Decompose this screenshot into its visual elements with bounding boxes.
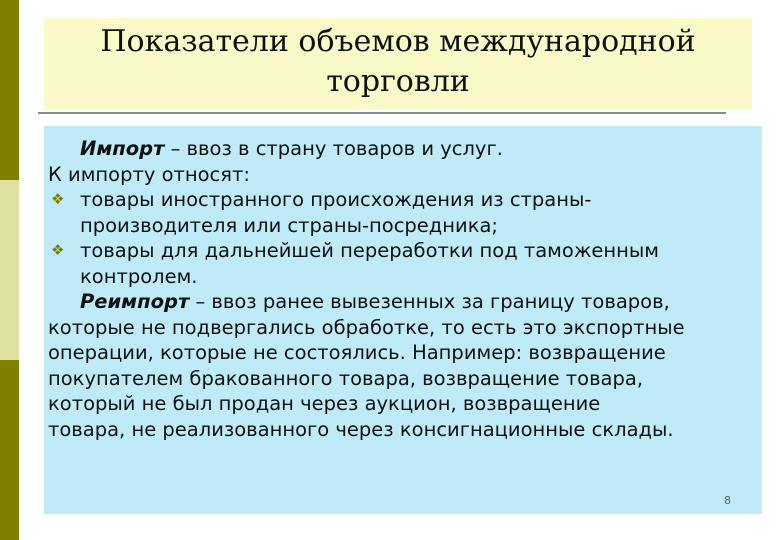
bullet-item xyxy=(48,238,760,264)
left-bar-bottom xyxy=(0,360,19,540)
reimport-term: Реимпорт xyxy=(80,290,190,313)
reimport-text-line: покупателем бракованного товара, возвращение товара, xyxy=(48,366,644,390)
left-bar-middle xyxy=(0,180,19,360)
reimport-definition-text: – ввоз ранее вывезенных за границу товаров, xyxy=(189,290,670,313)
checkmark-bullet-icon: ❖ xyxy=(51,241,65,259)
checkmark-bullet-icon: ❖ xyxy=(51,190,65,208)
import-term: Импорт xyxy=(80,137,165,160)
reimport-text-line: которые не подвергались обработке, то есть это экспортные xyxy=(48,315,685,339)
bullet-text-line-2: производителя или страны-посредника; xyxy=(80,213,499,237)
left-bar-top xyxy=(0,0,19,180)
reimport-text-line: товара, не реализованного через консигнационные склады. xyxy=(48,417,674,441)
slide-content xyxy=(48,136,760,442)
page-number: 8 xyxy=(724,494,731,507)
import-includes: К импорту относят: xyxy=(48,162,250,186)
bullet-text-line-1: товары иностранного происхождения из страны- xyxy=(80,188,592,211)
bullet-item xyxy=(48,187,760,213)
import-definition-text: – ввоз в страну товаров и услуг. xyxy=(164,137,503,160)
reimport-text-line: который не был продан через аукцион, возвращение xyxy=(48,392,601,415)
title-line-2: торговли xyxy=(326,64,470,99)
title-line-1: Показатели объемов международной xyxy=(100,24,696,59)
title-divider xyxy=(38,112,726,114)
import-definition xyxy=(48,136,760,162)
slide-title xyxy=(44,22,752,102)
bullet-text-line-2: контролем. xyxy=(80,264,198,288)
bullet-text-line-1: товары для дальнейшей переработки под таможенным xyxy=(80,239,659,262)
reimport-text-line: операции, которые не состоялись. Например: возвращение xyxy=(48,341,666,364)
reimport-definition xyxy=(48,289,760,315)
